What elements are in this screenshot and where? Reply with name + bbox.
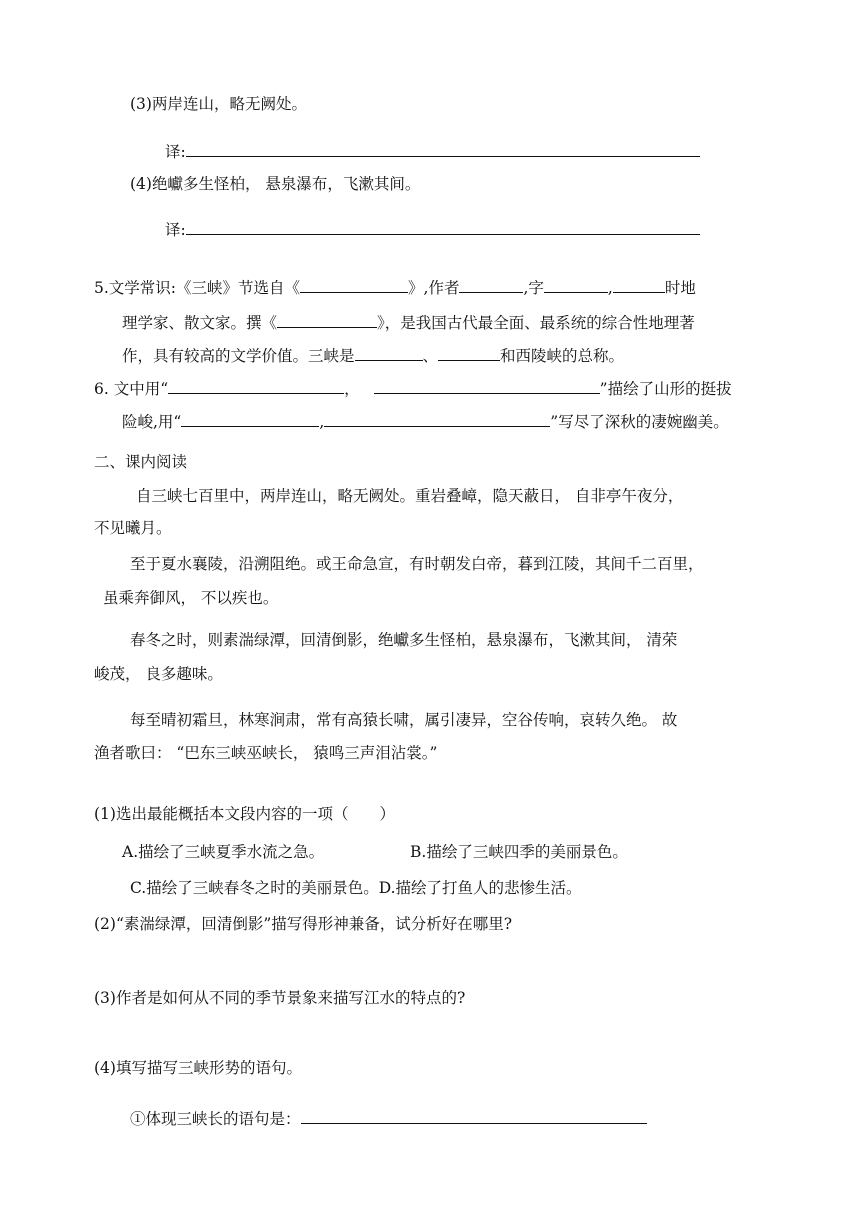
question-1-stem: (1)选出最能概括本文段内容的一项（ ） bbox=[94, 805, 395, 823]
answer-blank[interactable] bbox=[355, 344, 423, 361]
question-5-line-2: 理学家、散文家。撰《 》，是我国古代最全面、最系统的综合性地理著 bbox=[122, 311, 695, 333]
answer-blank[interactable] bbox=[613, 276, 665, 293]
passage-paragraph-3-line-1: 春冬之时，则素湍绿潭，回清倒影，绝巘多生怪柏，悬泉瀑布，飞漱其间， 清荣 bbox=[130, 631, 678, 649]
option-a[interactable]: A.描绘了三峡夏季水流之急。 bbox=[122, 843, 325, 861]
option-c-d[interactable]: C.描绘了三峡春冬之时的美丽景色。D.描绘了打鱼人的悲惨生活。 bbox=[130, 879, 582, 897]
translation-item-3: (3)两岸连山，略无阙处。 bbox=[130, 95, 307, 113]
answer-blank[interactable] bbox=[438, 344, 500, 361]
passage-paragraph-3-line-2: 峻茂， 良多趣味。 bbox=[94, 665, 223, 683]
question-6-line-2: 险峻,用“ , ”写尽了深秋的凄婉幽美。 bbox=[122, 410, 729, 432]
passage-paragraph-2-line-2: 虽乘奔御风， 不以疾也。 bbox=[103, 589, 279, 607]
question-6-line-1: 6. 文中用“ ， ”描绘了山形的挺拔 bbox=[94, 377, 732, 399]
passage-paragraph-2-line-1: 至于夏水襄陵，沿溯阻绝。或王命急宣，有时朝发白帝，暮到江陵，其间千二百里， bbox=[130, 555, 704, 573]
answer-blank[interactable] bbox=[374, 377, 600, 394]
answer-blank[interactable] bbox=[544, 276, 608, 293]
translation-answer-4 bbox=[165, 218, 700, 240]
question-4-item-1: ①体现三峡长的语句是： bbox=[130, 1107, 647, 1129]
answer-blank[interactable] bbox=[459, 276, 523, 293]
answer-blank[interactable] bbox=[300, 276, 408, 293]
translation-item-4: (4)绝巘多生怪柏， 悬泉瀑布，飞漱其间。 bbox=[130, 175, 421, 193]
answer-blank[interactable] bbox=[277, 311, 377, 328]
question-2-stem: (2)“素湍绿潭，回清倒影”描写得形神兼备，试分析好在哪里? bbox=[94, 915, 513, 933]
option-b[interactable]: B.描绘了三峡四季的美丽景色。 bbox=[410, 843, 628, 861]
translation-label: 译: bbox=[165, 143, 186, 161]
passage-paragraph-1-line-1: 自三峡七百里中，两岸连山，略无阙处。重岩叠嶂，隐天蔽日， 自非亭午夜分， bbox=[136, 487, 684, 505]
question-4-stem: (4)填写描写三峡形势的语句。 bbox=[94, 1059, 302, 1077]
question-3-stem: (3)作者是如何从不同的季节景象来描写江水的特点的? bbox=[94, 989, 466, 1007]
translation-label: 译: bbox=[165, 221, 186, 239]
section-title: 二、课内阅读 bbox=[94, 453, 188, 471]
question-5-line-1: 5.文学常识:《三峡》节选自《 》,作者 ,字 , 时地 bbox=[94, 276, 696, 298]
passage-paragraph-4-line-1: 每至晴初霜旦，林寒涧肃，常有高猿长啸，属引凄异，空谷传响，哀转久绝。 故 bbox=[130, 711, 678, 729]
question-5-line-3: 作，具有较高的文学价值。三峡是 、 和西陵峡的总称。 bbox=[122, 344, 624, 366]
answer-blank[interactable] bbox=[301, 1107, 647, 1124]
answer-blank[interactable] bbox=[186, 140, 700, 157]
passage-paragraph-1-line-2: 不见曦月。 bbox=[94, 519, 172, 537]
passage-paragraph-4-line-2: 渔者歌曰： “巴东三峡巫峡长， 猿鸣三声泪沾裳。” bbox=[94, 744, 438, 762]
answer-blank[interactable] bbox=[168, 377, 344, 394]
answer-blank[interactable] bbox=[186, 218, 700, 235]
translation-answer-3 bbox=[165, 140, 700, 162]
answer-blank[interactable] bbox=[181, 410, 319, 427]
answer-blank[interactable] bbox=[324, 410, 550, 427]
